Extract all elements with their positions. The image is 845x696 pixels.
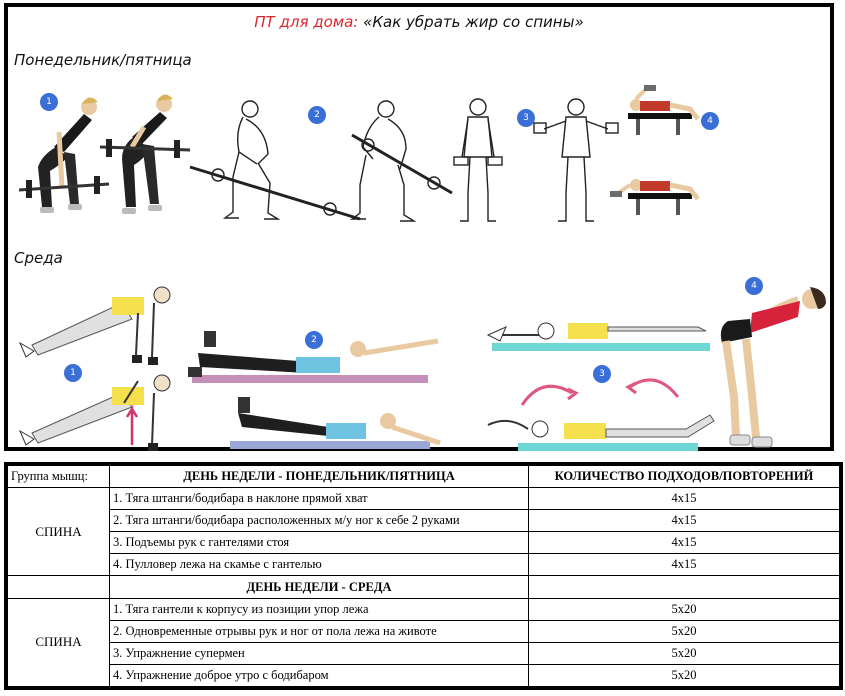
day-header-wednesday: ДЕНЬ НЕДЕЛИ - СРЕДА <box>110 576 529 598</box>
sets-cell: 4x15 <box>529 554 840 576</box>
page-title <box>8 13 830 31</box>
sets-cell: 5x20 <box>529 664 840 686</box>
exercise-cell: 3. Подъемы рук с гантелями стоя <box>110 532 529 554</box>
sets-cell: 4x15 <box>529 488 840 510</box>
table-row <box>8 642 840 664</box>
title-text: «Как убрать жир со спины» <box>358 13 584 31</box>
table-section-header-row <box>8 576 840 598</box>
sets-cell: 4x15 <box>529 510 840 532</box>
table-row <box>8 532 840 554</box>
workout-schedule-table <box>7 465 840 687</box>
table-row <box>8 664 840 686</box>
empty-cell <box>8 576 110 598</box>
exercise-cell: 3. Упражнение супермен <box>110 642 529 664</box>
table-row <box>8 620 840 642</box>
exercise-number-badge: 3 <box>517 109 535 127</box>
table-header-row <box>8 466 840 488</box>
exercise-cell: 2. Одновременные отрывы рук и ног от пола лежа на животе <box>110 620 529 642</box>
barbell-row-illustration <box>14 92 194 232</box>
pullover-bench-illustration <box>618 85 708 220</box>
superman-illustration <box>478 305 718 453</box>
exercise-number-badge: 4 <box>745 277 763 295</box>
exercise-number-badge: 4 <box>701 112 719 130</box>
empty-cell <box>529 576 840 598</box>
sets-cell: 5x20 <box>529 598 840 620</box>
dumbbell-raise-illustration <box>448 97 608 232</box>
table-row <box>8 598 840 620</box>
exercise-number-badge: 3 <box>593 365 611 383</box>
exercise-number-badge: 1 <box>40 93 58 111</box>
prone-raise-illustration <box>178 323 448 451</box>
exercise-cell: 2. Тяга штанги/бодибара расположенных м/у ног к себе 2 руками <box>110 510 529 532</box>
exercise-cell: 4. Пулловер лежа на скамье с гантелью <box>110 554 529 576</box>
exercise-cell: 1. Тяга гантели к корпусу из позиции упор лежа <box>110 598 529 620</box>
sets-reps-header: КОЛИЧЕСТВО ПОДХОДОВ/ПОВТОРЕНИЙ <box>529 466 840 488</box>
table-row <box>8 510 840 532</box>
exercise-number-badge: 2 <box>308 106 326 124</box>
workout-table <box>4 462 843 690</box>
sets-cell: 5x20 <box>529 620 840 642</box>
day-header-monday-friday: ДЕНЬ НЕДЕЛИ - ПОНЕДЕЛЬНИК/ПЯТНИЦА <box>110 466 529 488</box>
sets-cell: 5x20 <box>529 642 840 664</box>
exercise-illustrations-panel <box>4 3 834 451</box>
plank-dumbbell-row-illustration <box>12 285 192 450</box>
between-legs-row-illustration <box>188 97 458 232</box>
table-row <box>8 554 840 576</box>
sets-cell: 4x15 <box>529 532 840 554</box>
title-accent: ПТ для дома: <box>254 13 359 31</box>
good-morning-illustration <box>714 277 836 452</box>
muscle-group-cell: СПИНА <box>8 598 110 686</box>
day-label-wednesday: Среда <box>14 249 63 267</box>
exercise-cell: 1. Тяга штанги/бодибара в наклоне прямой хват <box>110 488 529 510</box>
table-row <box>8 488 840 510</box>
exercise-cell: 4. Упражнение доброе утро с бодибаром <box>110 664 529 686</box>
exercise-number-badge: 2 <box>305 331 323 349</box>
day-label-monday-friday: Понедельник/пятница <box>14 51 192 69</box>
muscle-group-header: Группа мышц: <box>8 466 110 488</box>
muscle-group-cell: СПИНА <box>8 488 110 576</box>
exercise-number-badge: 1 <box>64 364 82 382</box>
